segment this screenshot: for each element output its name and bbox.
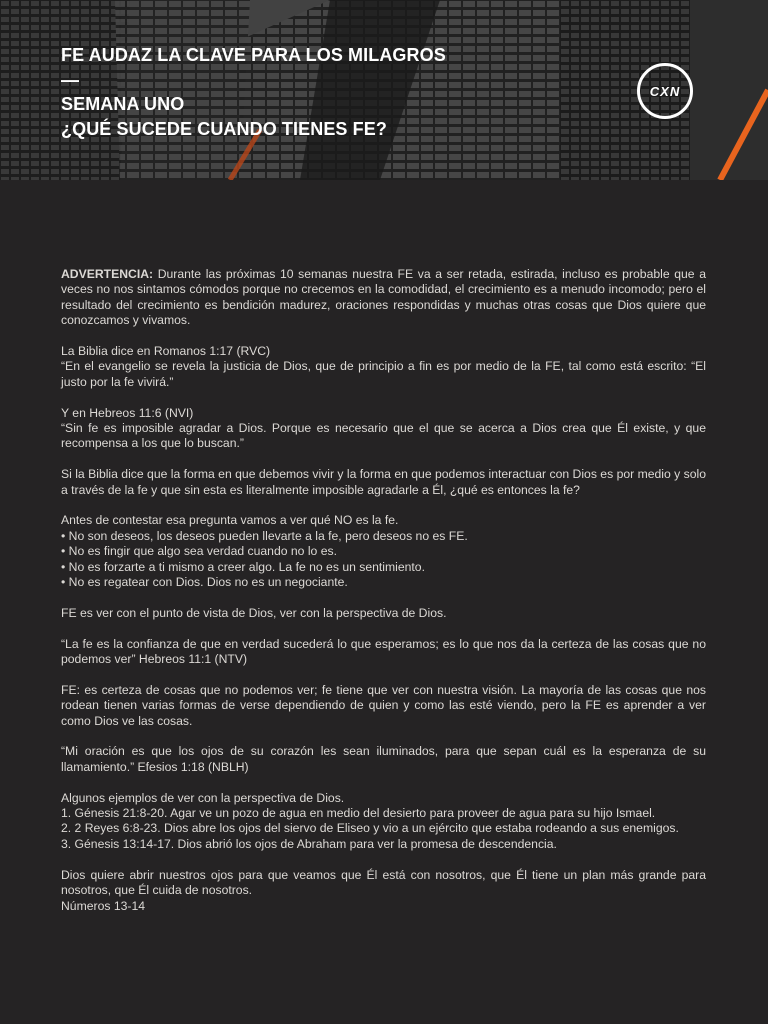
- warning-text: Durante las próximas 10 semanas nuestra FE va a ser retada, estirada, incluso es probable que a veces no nos sintamos cómodos porque no crecemos en la comodidad, el crecimiento es a menudo incomodo; pero el resultado del crecimiento es bendición madurez, oraciones respondidas y muchas otras cosas que Dios quiere que conozcamos y vivamos.: [61, 267, 706, 328]
- faith-definition: FE es ver con el punto de vista de Dios, ver con la perspectiva de Dios.: [61, 605, 447, 620]
- hebrews-reference: Y en Hebreos 11:6 (NVI): [61, 405, 194, 420]
- hebrews-quote: “Sin fe es imposible agradar a Dios. Porque es necesario que el que se acerca a Dios crea que Él existe, y que recompensa a los que lo buscan.”: [61, 421, 706, 451]
- hebrews-11-quote: “La fe es la confianza de que en verdad sucederá lo que esperamos; es lo que nos da la certeza de las cosas que no podemos ver” Hebreos 11:1 (NTV): [61, 636, 706, 667]
- week-label: SEMANA UNO: [61, 94, 185, 114]
- list-item: 3. Génesis 13:14-17. Dios abrió los ojos de Abraham para ver la promesa de descendencia.: [61, 836, 557, 851]
- romans-reference: La Biblia dice en Romanos 1:17 (RVC): [61, 344, 271, 359]
- list-item: • No es forzarte a ti mismo a creer algo. La fe no es un sentimiento.: [61, 559, 425, 574]
- list-item: 2. 2 Reyes 6:8-23. Dios abre los ojos del siervo de Eliseo y vio a un ejército que estaba rodeando a sus enemigos.: [61, 821, 679, 836]
- series-title: FE AUDAZ LA CLAVE PARA LOS MILAGROS: [61, 45, 446, 65]
- question-paragraph: Si la Biblia dice que la forma en que debemos vivir y la forma en que podemos interactuar con Dios es por medio y solo a través de la fe y que sin esta es literalmente imposible agradarle a Él, ¿qué es entonces la fe?: [61, 467, 706, 497]
- examples-list: [61, 791, 706, 853]
- title-block: [61, 43, 446, 141]
- not-faith-list: [61, 513, 706, 590]
- document-body: [61, 267, 706, 929]
- list-item: • No es regatear con Dios. Dios no es un negociante.: [61, 575, 348, 590]
- closing-text: Dios quiere abrir nuestros ojos para que veamos que Él está con nosotros, que Él tiene un plan más grande para nosotros, que Él cuida de nosotros.: [61, 867, 706, 898]
- not-faith-intro: Antes de contestar esa pregunta vamos a ver qué NO es la fe.: [61, 513, 399, 528]
- title-dash: —: [61, 69, 80, 90]
- faith-vision-paragraph: FE: es certeza de cosas que no podemos ver; fe tiene que ver con nuestra visión. La mayoría de las cosas que nos rodean tienen varias formas de verse dependiendo de quien y como las esté viendo, pero la FE es aprender a ver como Dios ve las cosas.: [61, 682, 706, 728]
- cxn-logo: [637, 63, 693, 119]
- romans-quote: “En el evangelio se revela la justicia de Dios, que de principio a fin es por medio de la FE, tal como está escrito: “El justo por la fe vivirá.”: [61, 359, 706, 389]
- hebrews-paragraph: [61, 406, 706, 452]
- week-question: ¿QUÉ SUCEDE CUANDO TIENES FE?: [61, 118, 387, 139]
- list-item: 1. Génesis 21:8-20. Agar ve un pozo de agua en medio del desierto para proveer de agua para su hijo Ismael.: [61, 806, 656, 821]
- examples-intro: Algunos ejemplos de ver con la perspectiva de Dios.: [61, 790, 345, 805]
- logo-text: CXN: [649, 83, 681, 99]
- list-item: • No es fingir que algo sea verdad cuando no lo es.: [61, 544, 337, 559]
- ephesians-quote: “Mi oración es que los ojos de su corazón les sean iluminados, para que sepan cuál es la esperanza de su llamamiento.” Efesios 1:18 (NBLH): [61, 744, 706, 774]
- closing-reference: Números 13-14: [61, 898, 145, 913]
- romans-paragraph: [61, 344, 706, 390]
- warning-paragraph: [61, 267, 706, 329]
- list-item: • No son deseos, los deseos pueden llevarte a la fe, pero deseos no es FE.: [61, 528, 468, 543]
- header-banner: [0, 0, 768, 180]
- warning-label: ADVERTENCIA:: [61, 267, 154, 281]
- closing-paragraph: [61, 868, 706, 914]
